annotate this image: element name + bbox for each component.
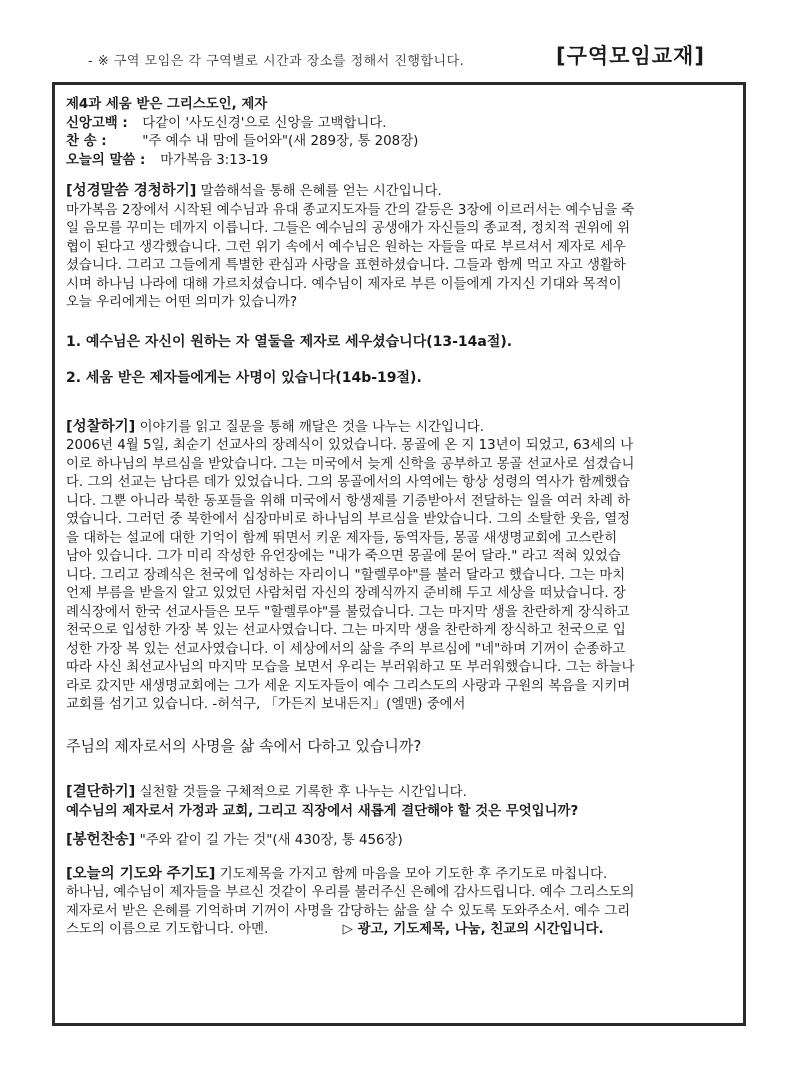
decision-section-heading: [결단하기]	[66, 784, 136, 800]
page-title: [구역모임교재]	[556, 44, 705, 68]
prayer-section-header	[66, 865, 736, 885]
hymn-row	[66, 133, 736, 152]
reflection-section-heading: [성찰하기]	[66, 418, 136, 435]
lesson-title: 제4과 세움 받은 그리스도인, 제자	[66, 97, 268, 112]
decision-section-header	[66, 783, 736, 803]
confession-text: 다같이 '사도신경'으로 신앙을 고백합니다.	[142, 115, 387, 131]
reflection-section-header	[66, 418, 736, 438]
body-line: 남아 있습니다. 그가 미리 작성한 유언장에는 "내가 죽으면 몽골에 묻어 달라." 라고 적혀 있었습	[66, 549, 621, 564]
bible-section-heading: [성경말씀 경청하기]	[66, 183, 197, 199]
body-line: 하나님, 예수님이 제자들을 부르신 것같이 우리를 불러주신 은혜에 감사드립니다. 예수 그리스도의	[66, 885, 635, 900]
body-line: 협이 된다고 생각했습니다. 그런 위기 속에서 예수님은 원하는 자들을 따로 부르셔서 제자로 세우	[66, 239, 626, 255]
body-line: 성한 가장 복 있는 선교사였습니다. 이 세상에서의 삶을 주의 부르심에 "네"하며 기꺼이 순종하고	[66, 641, 626, 657]
body-line: 다. 그의 선교는 남다른 데가 있었습니다. 그의 몽골에서의 사역에는 항상 성령의 역사가 함께했습	[66, 475, 631, 490]
body-line: 마가복음 2장에서 시작된 예수님과 유대 종교지도자들 간의 갈등은 3장에 이르러서는 예수님을 죽	[66, 202, 635, 218]
body-line: 오늘 우리에게는 어떤 의미가 있습니까?	[66, 295, 298, 310]
lesson-content	[66, 96, 736, 940]
body-line: 례식장에서 한국 선교사들은 모두 "할렐루야"를 불렀습니다. 그는 마지막 생을 찬란하게 장식하고	[66, 604, 630, 620]
offering-section-heading: [봉헌찬송]	[66, 832, 136, 848]
reflection-section-desc: 이야기를 읽고 질문을 통해 깨달은 것을 나누는 시간입니다.	[139, 419, 485, 435]
body-line: 교회를 섬기고 있습니다. -허석구, 「가든지 보내든지」(엘맨) 중에서	[66, 697, 466, 712]
prayer-section-body	[66, 884, 736, 940]
bible-section-header	[66, 182, 736, 202]
decision-question: 예수님의 제자로서 가정과 교회, 그리고 직장에서 새롭게 결단해야 할 것은 무엇입니까?	[66, 803, 579, 819]
hymn-label: 찬 송 :	[66, 134, 107, 149]
reflection-section-body	[66, 437, 736, 715]
reflection-question: 주님의 제자로서의 사명을 삶 속에서 다하고 있습니까?	[66, 736, 422, 755]
body-line: 을 대하는 설교에 대한 기억이 함께 뛰면서 키운 제자들, 동역자들, 몽골 새생명교회에 고스란히	[66, 530, 618, 546]
point-1: 1. 예수님은 자신이 원하는 자 열둘을 제자로 세우셨습니다(13-14a절).	[66, 333, 513, 350]
body-line: 이로 하나님의 부르심을 받았습니다. 그는 미국에서 늦게 신학을 공부하고 몽골 선교사로 섬겼습니	[66, 456, 635, 472]
confession-label: 신앙고백 :	[66, 115, 128, 131]
body-line: 니다. 그뿐 아니라 북한 동포들을 위해 미국에서 항생제를 기증받아서 전달하는 일을 여러 차례 하	[66, 493, 631, 509]
offering-section-header	[66, 831, 736, 851]
body-line: 시며 하나님 나라에 대해 가르치셨습니다. 예수님이 제자로 부른 이들에게 가지신 기대와 목적이	[66, 276, 622, 292]
confession-row	[66, 115, 736, 134]
body-line: 셨습니다. 그리고 그들에게 특별한 관심과 사랑을 표현하셨습니다. 그들과 함께 먹고 자고 생활하	[66, 258, 626, 273]
body-line: 라로 갔지만 새생명교회에는 그가 세운 지도자들이 예수 그리스도의 사랑과 구원의 복음을 지키며	[66, 678, 631, 694]
scripture-row	[66, 152, 736, 171]
prayer-last-line	[66, 921, 736, 940]
body-line: 제자로서 받은 은혜를 기억하며 기꺼이 사명을 감당하는 삶을 살 수 있도록 도와주소서. 예수 그리	[66, 903, 631, 919]
body-line: 일 음모를 꾸미는 데까지 이릅니다. 그들은 예수님의 공생애가 자신들의 종교적, 정치적 권위에 위	[66, 221, 631, 236]
scripture-label: 오늘의 말씀 :	[66, 152, 146, 168]
top-note: - ※ 구역 모임은 각 구역별로 시간과 장소를 정해서 진행합니다.	[88, 54, 465, 69]
body-line: 였습니다. 그러던 중 북한에서 심장마비로 하나님의 부르심을 받았습니다. 그의 소탈한 웃음, 열정	[66, 512, 631, 527]
body-line: 니다. 그리고 장례식은 천국에 입성하는 자리이니 "할렐루야"를 불러 달라고 했습니다. 그는 마치	[66, 567, 626, 583]
scripture-text: 마가복음 3:13-19	[160, 152, 269, 168]
body-line: 2006년 4월 5일, 최순기 선교사의 장례식이 있었습니다. 몽골에 온 지 13년이 되었고, 63세의 나	[66, 438, 634, 453]
decision-section-desc: 실천할 것들을 구체적으로 기록한 후 나누는 시간입니다.	[139, 785, 467, 800]
hymn-text: "주 예수 내 맘에 들어와"(새 289장, 통 208장)	[142, 134, 419, 149]
bible-section-body	[66, 202, 736, 313]
offering-hymn: "주와 같이 길 가는 것"(새 430장, 통 456장)	[139, 833, 403, 848]
prayer-section-desc: 기도제목을 가지고 함께 마음을 모아 기도한 후 주기도로 마칩니다.	[219, 866, 608, 882]
prayer-closing: 스도의 이름으로 기도합니다. 아멘.	[66, 922, 269, 937]
bible-section-desc: 말씀해석을 통해 은혜를 얻는 시간입니다.	[200, 184, 442, 199]
body-line: 천국으로 입성한 가장 복 있는 선교사였습니다. 그는 마지막 생을 찬란하게 장식하고 천국으로 입	[66, 623, 626, 638]
body-line: 언제 부름을 받을지 알고 있었던 사람처럼 자신의 장례식까지 준비해 두고 세상을 떠났습니다. 장	[66, 586, 626, 601]
body-line: 따라 사신 최선교사님의 마지막 모습을 보면서 우리는 부러워하고 또 부러워했습니다. 그는 하늘나	[66, 660, 635, 675]
prayer-section-heading: [오늘의 기도와 주기도]	[66, 865, 216, 882]
footer-note: ▷ 광고, 기도제목, 나눔, 친교의 시간입니다.	[342, 922, 604, 937]
point-2: 2. 세움 받은 제자들에게는 사명이 있습니다(14b-19절).	[66, 370, 422, 386]
